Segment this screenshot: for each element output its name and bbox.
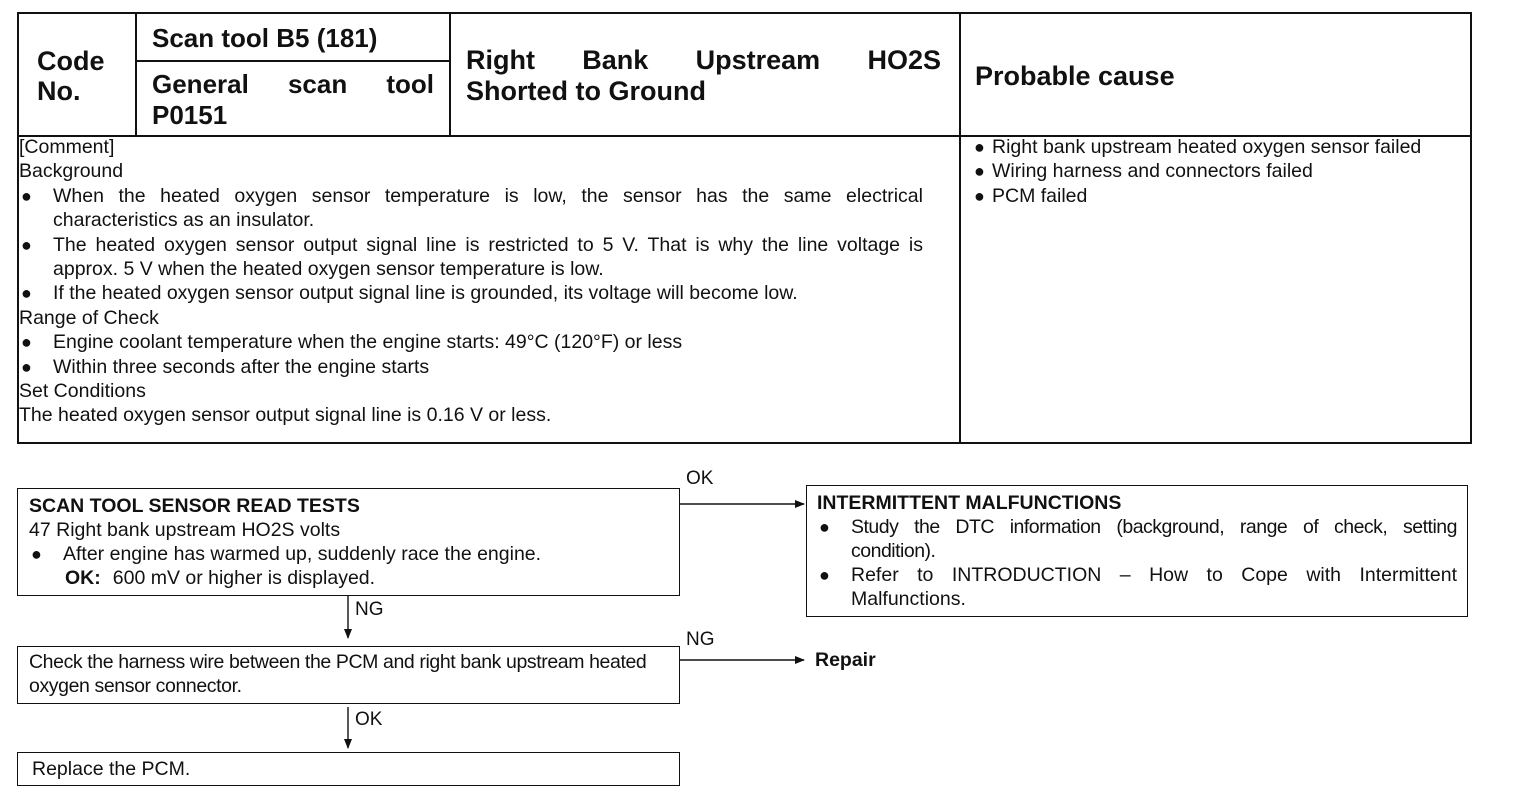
step1-bullet-text: After engine has warmed up, suddenly race the engine. xyxy=(63,543,542,565)
code-label-line1: Code xyxy=(37,46,105,76)
background-label: Background xyxy=(19,160,124,183)
dtc-title-word: Right xyxy=(466,45,535,75)
step1-title: SCAN TOOL SENSOR READ TESTS xyxy=(29,495,360,517)
background-bullet-text: When the heated oxygen sensor temperature is low, the sensor has the same electrical characteristics as an insulator. xyxy=(53,184,923,232)
probable-cause-heading: Probable cause xyxy=(975,61,1175,91)
step1-ok-criteria xyxy=(29,566,669,590)
bullet-icon: ● xyxy=(31,544,42,564)
range-of-check-label: Range of Check xyxy=(19,306,159,329)
general-scan-tool-code: General scan tool P0151 xyxy=(152,69,434,130)
code-label-line2: No. xyxy=(37,76,81,106)
bullet-icon: ● xyxy=(819,517,830,537)
step2-ok-label: OK xyxy=(355,709,383,730)
cause-text: PCM failed xyxy=(992,184,1088,207)
dtc-title-word: HO2S xyxy=(867,45,941,75)
cause-text: Wiring harness and connectors failed xyxy=(992,160,1313,183)
list-item xyxy=(29,542,669,566)
cause-text: Right bank upstream heated oxygen sensor failed xyxy=(992,136,1422,158)
comment-label: [Comment] xyxy=(19,136,115,158)
background-bullet-text: The heated oxygen sensor output signal line is restricted to 5 V. That is why the line voltage is approx. 5 V when the heated oxygen sensor temperature is low. xyxy=(53,233,923,281)
bullet-icon: ● xyxy=(21,234,32,255)
intermittent-box xyxy=(806,485,1468,617)
range-bullet-text: Within three seconds after the engine starts xyxy=(53,355,430,378)
bullet-icon: ● xyxy=(21,185,32,206)
intermittent-title: INTERMITTENT MALFUNCTIONS xyxy=(817,492,1122,514)
bullet-icon: ● xyxy=(21,283,32,304)
ok-criteria-text: 600 mV or higher is displayed. xyxy=(112,567,376,589)
dtc-title-line2: Shorted to Ground xyxy=(466,76,706,106)
range-bullet-text: Engine coolant temperature when the engine starts: 49°C (120°F) or less xyxy=(53,331,683,354)
step1-ok-label: OK xyxy=(686,468,714,489)
intermittent-bullet-text: Refer to INTRODUCTION – How to Cope with Intermittent Malfunctions. xyxy=(851,564,1457,610)
set-conditions-label: Set Conditions xyxy=(19,380,146,403)
repair-label: Repair xyxy=(815,649,876,671)
step1-item: 47 Right bank upstream HO2S volts xyxy=(29,519,341,541)
bullet-icon: ● xyxy=(974,161,985,182)
dtc-title-word: Bank xyxy=(582,45,649,75)
background-bullet-text: If the heated oxygen sensor output signal line is grounded, its voltage will become low. xyxy=(53,282,798,305)
step3-text: Replace the PCM. xyxy=(32,758,191,780)
scan-tool-b5-code: Scan tool B5 (181) xyxy=(152,23,378,53)
set-conditions-text: The heated oxygen sensor output signal line is 0.16 V or less. xyxy=(19,404,552,427)
bullet-icon: ● xyxy=(21,332,32,353)
step3-box xyxy=(17,752,680,786)
step2-text: Check the harness wire between the PCM and right bank upstream heated oxygen sensor connector. xyxy=(29,651,647,697)
step1-ng-label: NG xyxy=(355,599,384,620)
bullet-icon: ● xyxy=(819,565,830,585)
step2-ng-label: NG xyxy=(686,629,715,650)
bullet-icon: ● xyxy=(21,356,32,377)
intermittent-bullet-text: Study the DTC information (background, range of check, setting condition). xyxy=(851,516,1457,562)
list-item xyxy=(817,563,1457,611)
dtc-title-word: Upstream xyxy=(695,45,821,75)
step2-box xyxy=(17,646,680,704)
list-item xyxy=(817,515,1457,563)
bullet-icon: ● xyxy=(974,137,985,157)
step1-box xyxy=(17,488,680,596)
bullet-icon: ● xyxy=(974,185,985,206)
ok-tag: OK: xyxy=(65,567,101,589)
